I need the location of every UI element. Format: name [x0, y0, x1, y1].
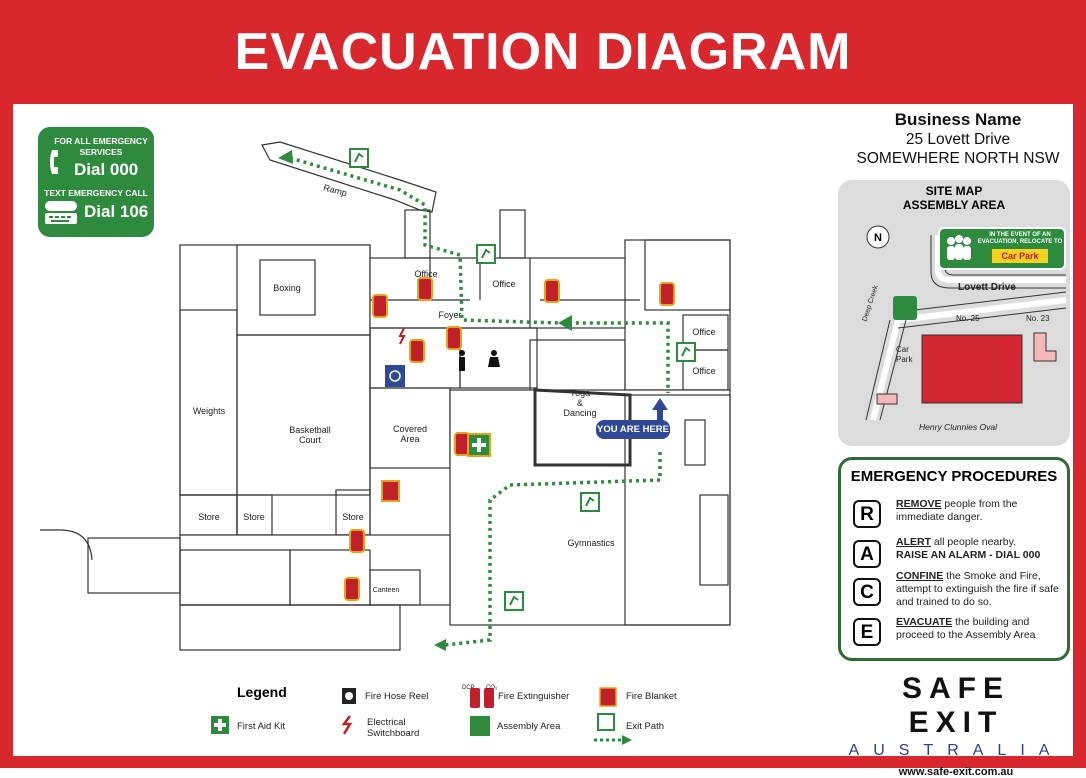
business-address-1: 25 Lovett Drive — [905, 131, 1011, 148]
room-yoga-2: & — [576, 398, 584, 408]
legend-first-aid: First Aid Kit — [237, 721, 286, 732]
relocate-place: Car Park — [992, 249, 1048, 263]
first-aid-legend-icon — [211, 716, 229, 734]
room-store-1: Store — [198, 512, 220, 522]
site-map-title: SITE MAP ASSEMBLY AREA — [902, 184, 1006, 212]
room-covered-1: Covered — [392, 424, 428, 434]
room-store-3: Store — [342, 512, 364, 522]
legend-hose: Fire Hose Reel — [365, 691, 429, 702]
legend-exit: Exit Path — [626, 721, 665, 732]
legend-title: Legend — [237, 684, 287, 700]
oval-label: Henry Clunnies Oval — [919, 422, 997, 432]
switchboard-legend-icon — [344, 716, 350, 734]
room-basketball-1: Basketball — [289, 425, 331, 435]
room-gymnastics: Gymnastics — [567, 538, 615, 548]
no23-label: No. 23 — [1026, 314, 1050, 323]
legend-switchboard: Electrical Switchboard — [367, 717, 420, 739]
dial-106: Dial 106 — [84, 202, 149, 221]
brand-line-1: SAFE EXIT — [901, 672, 1010, 739]
relocate-text: IN THE EVENT OF AN EVACUATION, RELOCATE TO — [977, 232, 1063, 245]
dial-000: Dial 000 — [74, 160, 139, 179]
room-office-3: Office — [692, 327, 716, 337]
business-address-2: SOMEWHERE NORTH NSW — [856, 150, 1060, 167]
room-boxing: Boxing — [273, 283, 301, 293]
room-covered-2: Area — [400, 434, 420, 444]
you-are-here-badge: YOU ARE HERE — [596, 420, 670, 439]
brand-line-2: AUSTRALIA — [848, 742, 1064, 759]
page-title: EVACUATION DIAGRAM — [234, 23, 852, 81]
room-office-1: Office — [414, 269, 438, 279]
legend-dcp: DCP — [462, 685, 475, 691]
creek-label: Deep Creek — [861, 284, 880, 323]
room-basketball-2: Court — [298, 435, 322, 445]
step-alert: ALERT all people nearby. RAISE AN ALARM - DIAL 000 — [896, 536, 1041, 561]
business-name: Business Name — [894, 110, 1022, 129]
step-letter-r: R — [853, 500, 881, 528]
procedures-title: EMERGENCY PROCEDURES — [850, 468, 1058, 485]
room-yoga-3: Dancing — [563, 408, 597, 418]
svg-text:N: N — [874, 232, 882, 244]
room-office-2: Office — [492, 279, 516, 289]
text-emergency-label: TEXT EMERGENCY CALL — [44, 188, 148, 198]
step-letter-c: C — [853, 578, 881, 606]
step-evacuate: EVACUATE the building and proceed to the Assembly Area — [896, 616, 1036, 641]
emergency-services-label: FOR ALL EMERGENCY SERVICES — [54, 136, 148, 157]
no25-label: No. 25 — [956, 314, 980, 323]
legend-assembly: Assembly Area — [497, 721, 561, 732]
fire-hose-reel-icon — [342, 688, 356, 704]
step-letter-a: A — [853, 540, 881, 568]
assembly-legend-icon — [470, 716, 490, 736]
step-confine: CONFINE the Smoke and Fire, attempt to extinguish the fire if safe and trained to do so. — [896, 570, 1059, 608]
room-store-2: Store — [243, 512, 265, 522]
step-remove: REMOVE people from the immediate danger. — [896, 498, 1018, 523]
fire-blanket-legend-icon — [600, 688, 616, 706]
legend-co2: CO₂ — [486, 685, 498, 691]
step-letter-e: E — [853, 618, 881, 646]
room-foyer: Foyer — [438, 310, 462, 320]
road-label: Lovett Drive — [958, 282, 1016, 293]
room-ramp: Ramp — [322, 182, 348, 199]
room-canteen: Canteen — [372, 587, 400, 594]
brand-url: www.safe-exit.com.au — [898, 766, 1014, 778]
room-office-4: Office — [692, 366, 716, 376]
room-yoga-1: Yoga — [569, 388, 591, 398]
legend-blanket: Fire Blanket — [626, 691, 677, 702]
car-park-label: Car Park — [896, 345, 913, 364]
room-weights: Weights — [192, 406, 226, 416]
legend-extinguisher: Fire Extinguisher — [498, 691, 570, 702]
